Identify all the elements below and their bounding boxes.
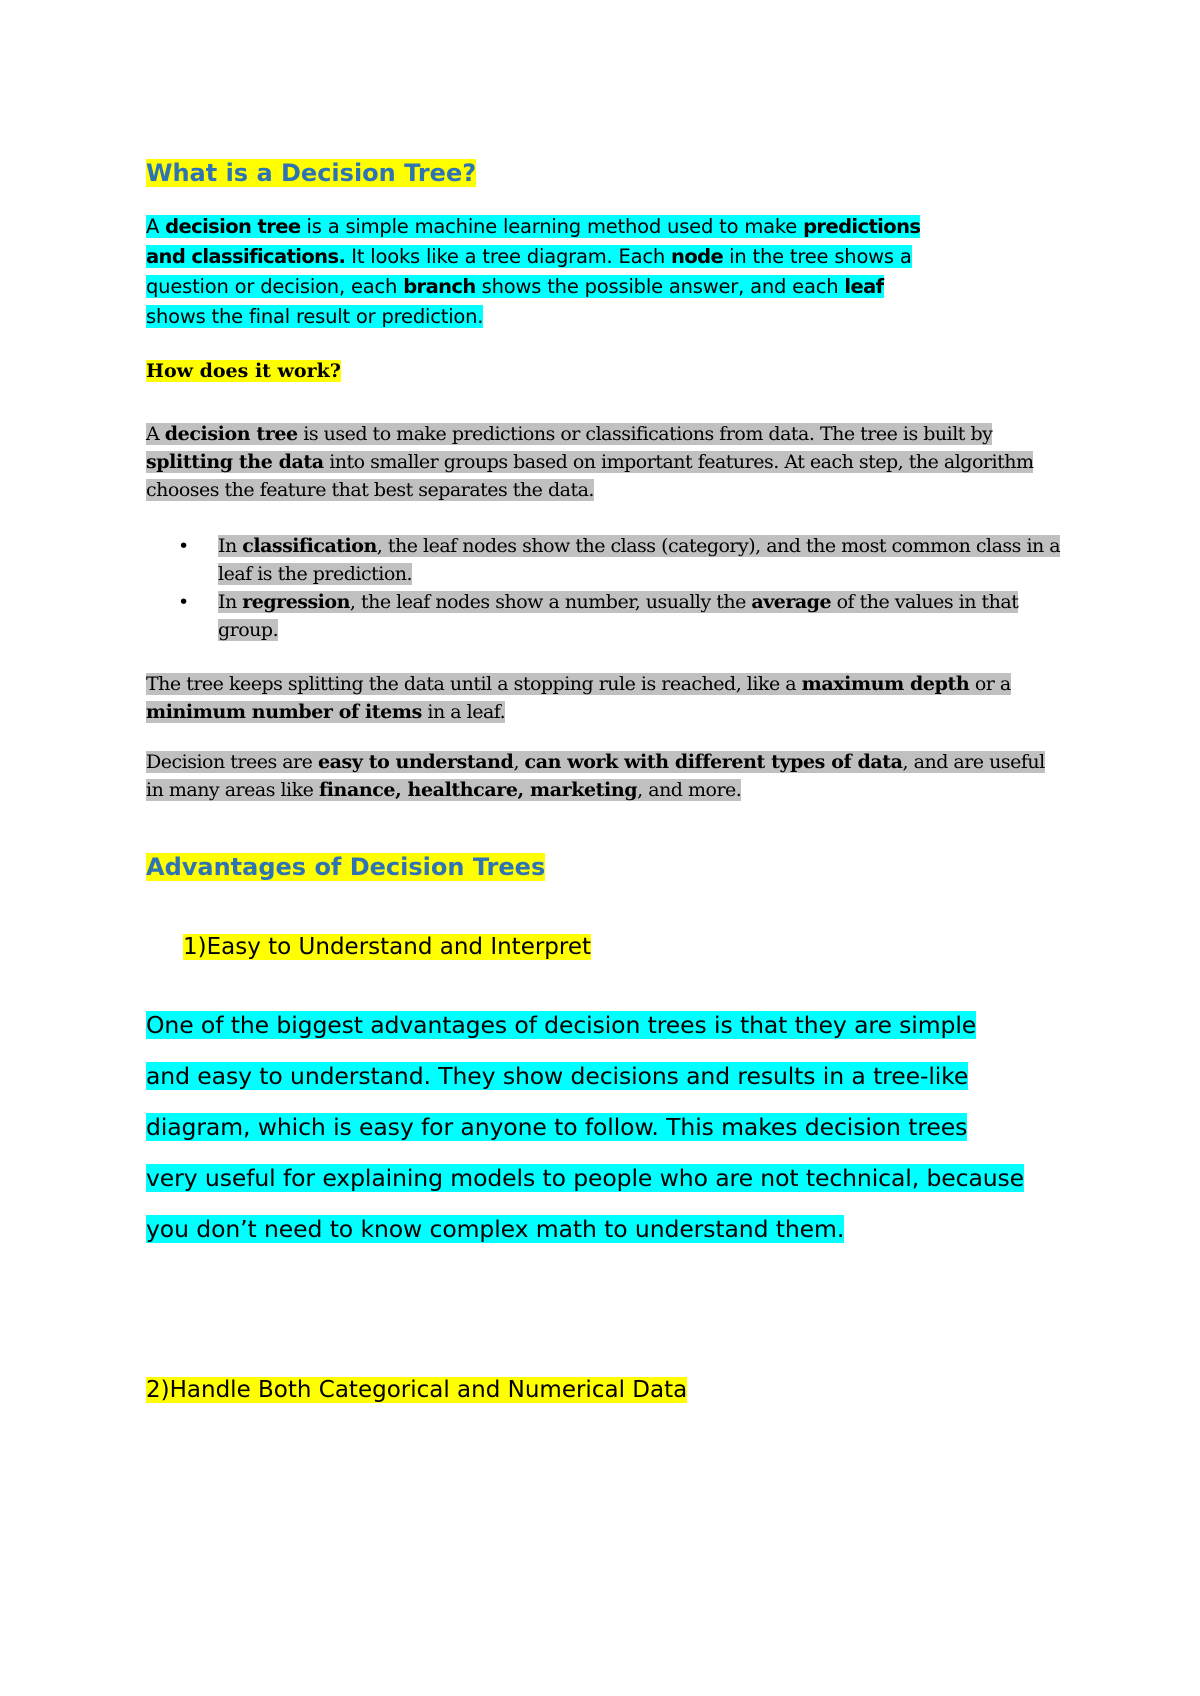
text-run: , (513, 751, 525, 773)
bold-run: finance, healthcare, marketing (318, 779, 638, 801)
intro-paragraph (146, 212, 946, 332)
advantage-2-title-text: 2)Handle Both Categorical and Numerical Data (146, 1377, 688, 1403)
how-paragraph-2 (146, 670, 1076, 726)
how-paragraph-1 (146, 420, 1076, 504)
document-page (146, 150, 1066, 1407)
text-run: is used to make predictions or classifications from data. The tree is built by (297, 423, 993, 445)
text-run: , the leaf nodes show a number, usually the (349, 591, 752, 613)
text-run: In (218, 535, 243, 557)
heading-how-does-it-work (146, 356, 1066, 386)
advantage-2-title (146, 1373, 1066, 1407)
text-run: shows the possible answer, and each (475, 275, 845, 298)
bullet-list (146, 532, 1066, 644)
text-run: into smaller groups based on important features. At each step, the algorithm chooses the feature that best separates the data. (146, 451, 1034, 501)
text-run: in a leaf. (421, 701, 506, 723)
bullet-2-runs (218, 591, 1018, 641)
text-run: , and are useful in many areas like (146, 751, 1045, 801)
bold-run: can work with different types of data (524, 751, 903, 773)
heading-text: What is a Decision Tree? (146, 159, 477, 187)
bold-run: minimum number of items (146, 701, 422, 723)
bold-run: leaf (844, 275, 884, 298)
text-run: , the leaf nodes show the class (category), and the most common class in a leaf is the prediction. (218, 535, 1061, 585)
text-run: A (146, 215, 166, 238)
heading-advantages (146, 850, 1066, 884)
text-run: in the tree shows a question or decision, each (146, 245, 912, 298)
list-item (146, 532, 1066, 588)
how-para1-runs (146, 423, 1033, 501)
advantage-1-title-text: 1)Easy to Understand and Interpret (183, 934, 592, 960)
text-run: shows the final result or prediction. (146, 305, 484, 328)
text-run: Decision trees are (146, 751, 318, 773)
bold-run: splitting the data (146, 451, 324, 473)
bold-run: easy to understand (317, 751, 514, 773)
heading-text: Advantages of Decision Trees (146, 853, 546, 881)
how-para3-runs (146, 751, 1045, 801)
bold-run: maximum depth (801, 673, 970, 695)
how-paragraph-3 (146, 748, 1046, 804)
text-run: , and more. (637, 779, 742, 801)
heading-text: How does it work? (146, 360, 341, 382)
bullet-marker: • (178, 535, 189, 557)
bold-run: node (671, 245, 724, 268)
text-run: In (218, 591, 243, 613)
text-run: is a simple machine learning method used to make (300, 215, 804, 238)
bold-run: regression (242, 591, 350, 613)
bold-run: branch (403, 275, 476, 298)
text-run: The tree keeps splitting the data until a stopping rule is reached, like a (146, 673, 802, 695)
bold-run: decision tree (165, 215, 301, 238)
advantage-1-body (146, 1000, 1026, 1255)
text-run: or a (969, 673, 1011, 695)
bold-run: classification (242, 535, 377, 557)
bullet-marker: • (178, 591, 189, 613)
bold-run: predictions and classifications. (146, 215, 921, 268)
list-item (146, 588, 1066, 644)
text-run: A (146, 423, 165, 445)
advantage-1-title (146, 930, 1066, 964)
advantage-1-body-text: One of the biggest advantages of decision trees is that they are simple and easy to understand. They show decisions and results in a tree-like diagram, which is easy for anyone to follow. This makes decision trees very useful for explaining models to people who are not technical, because you don’t need to know complex math to understand them. (146, 1011, 1025, 1243)
bold-run: average (751, 591, 832, 613)
how-para2-runs (146, 673, 1011, 723)
bold-run: decision tree (164, 423, 298, 445)
bullet-1-runs (218, 535, 1060, 585)
heading-what-is-decision-tree (146, 156, 1066, 190)
text-run: It looks like a tree diagram. Each (345, 245, 672, 268)
text-run: of the values in that group. (218, 591, 1019, 641)
intro-runs (146, 215, 920, 328)
